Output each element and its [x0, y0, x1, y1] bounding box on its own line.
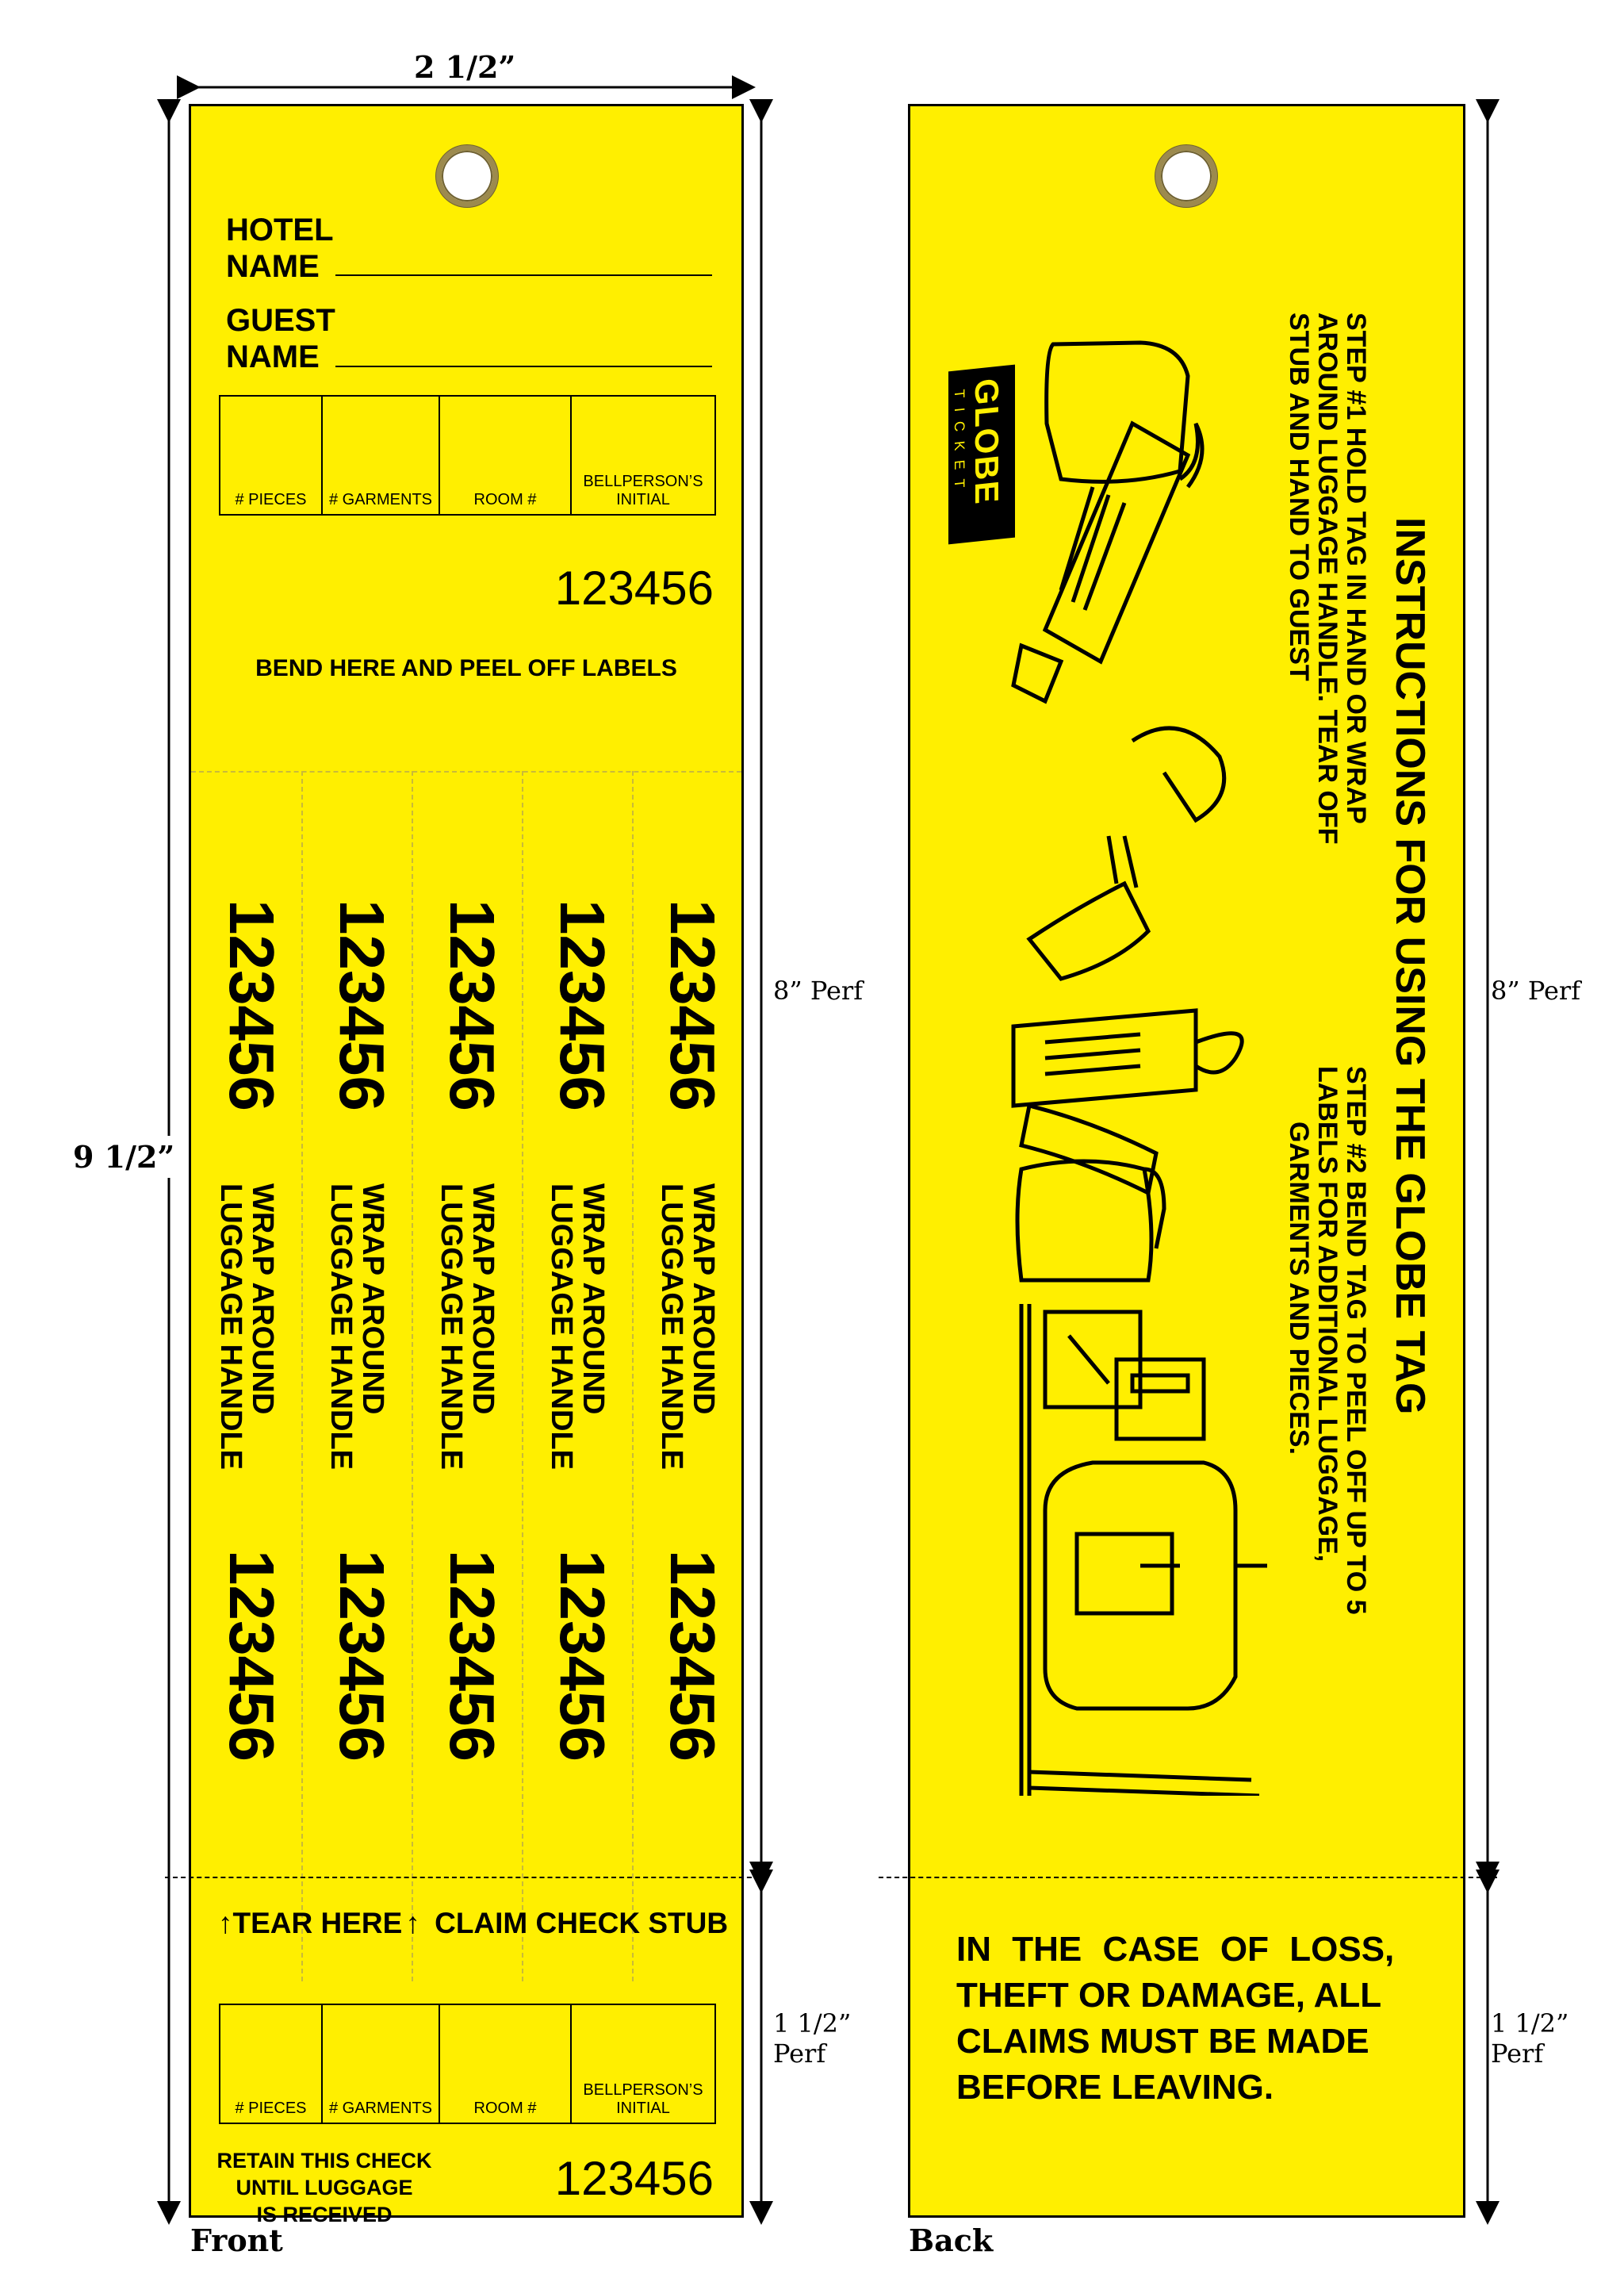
- claims-line-2: THEFT OR DAMAGE, ALL: [956, 1976, 1382, 2015]
- label-3-number-top: 123456: [437, 899, 508, 1111]
- front-perf-label: 8” Perf: [773, 976, 864, 1006]
- room-label: ROOM #: [473, 491, 537, 508]
- claims-line-3: CLAIMS MUST BE MADE: [956, 2022, 1369, 2061]
- garments-label: # GARMENTS: [328, 491, 433, 508]
- label-4-number-bottom: 123456: [547, 1550, 618, 1762]
- tear-here-row: [218, 1907, 728, 1940]
- claim-check-label: CLAIM CHECK STUB: [435, 1907, 729, 1939]
- retain-notice: [205, 2147, 443, 2228]
- label-5-number-bottom: 123456: [657, 1550, 728, 1762]
- label-perforation-2: [412, 771, 413, 1981]
- guest-name-field[interactable]: [335, 366, 712, 367]
- stub-ticket-number: 123456: [554, 2152, 714, 2205]
- back-bottom-perf-size: 1 1/2”: [1491, 2008, 1569, 2038]
- front-tag: [189, 104, 744, 2226]
- step-1-line-2: AROUND LUGGAGE HANDLE. TEAR OFF: [1312, 313, 1342, 845]
- grommet-hole: [436, 145, 498, 207]
- label-2-text-line-1: WRAP AROUND: [356, 1183, 389, 1415]
- hotel-label-line-2: NAME: [226, 249, 320, 284]
- label-2-text-line-2: LUGGAGE HANDLE: [324, 1183, 358, 1470]
- height-dimension-label: 9 1/2”: [73, 1136, 174, 1178]
- stub-bellperson-cell[interactable]: [572, 2005, 714, 2123]
- arrow-up-icon: ↑: [405, 1907, 420, 1939]
- pieces-label: # PIECES: [235, 491, 307, 508]
- claims-line-4: BEFORE LEAVING.: [956, 2068, 1274, 2107]
- label-2-wrap-text: [325, 1183, 389, 1470]
- front-bottom-perf-size: 1 1/2”: [773, 2008, 852, 2038]
- stub-garments-label: # GARMENTS: [328, 2100, 433, 2117]
- label-2-number-bottom: 123456: [327, 1550, 397, 1762]
- front-bottom-perf-label: [773, 2008, 851, 2069]
- step-1-line-3: STUB AND HAND TO GUEST: [1284, 313, 1314, 681]
- tear-here-label: TEAR HERE: [232, 1907, 403, 1939]
- label-2-number-top: 123456: [327, 899, 397, 1111]
- logo-ticket-text: TICKET: [952, 388, 967, 499]
- garments-cell[interactable]: [323, 397, 440, 514]
- label-perforation-4: [632, 771, 634, 1981]
- stub-pieces-cell[interactable]: [220, 2005, 323, 2123]
- label-1-text-line-1: WRAP AROUND: [246, 1183, 279, 1415]
- luggage-illustration: [998, 328, 1331, 1796]
- label-5-wrap-text: [656, 1183, 719, 1470]
- back-bottom-perf-word: Perf: [1491, 2038, 1544, 2069]
- label-4-text-line-2: LUGGAGE HANDLE: [545, 1183, 578, 1470]
- hotel-name-field[interactable]: [335, 274, 712, 276]
- stub-room-cell[interactable]: [440, 2005, 572, 2123]
- claims-line-1: IN THE CASE OF LOSS,: [956, 1930, 1395, 1969]
- back-perf-label: 8” Perf: [1491, 976, 1581, 1006]
- label-5-text-line-2: LUGGAGE HANDLE: [655, 1183, 688, 1470]
- logo-globe-text: GLOBE: [968, 376, 1005, 508]
- front-caption: Front: [190, 2222, 283, 2258]
- label-perforation-1: [301, 771, 303, 1981]
- retain-line-2: UNTIL LUGGAGE: [236, 2176, 413, 2199]
- label-1-wrap-text: [215, 1183, 278, 1470]
- label-4-number-top: 123456: [547, 899, 618, 1111]
- hotel-label-line-1: HOTEL: [226, 213, 334, 247]
- guest-label-line-1: GUEST: [226, 303, 335, 338]
- labels-top-edge: [191, 771, 741, 773]
- step-2-line-1: STEP #2 BEND TAG TO PEEL OFF UP TO 5: [1341, 1066, 1371, 1615]
- hotel-name-label: [226, 212, 334, 285]
- stub-room-label: ROOM #: [473, 2100, 537, 2117]
- label-1-number-bottom: 123456: [216, 1550, 287, 1762]
- instructions-title: INSTRUCTIONS FOR USING THE GLOBE TAG: [1387, 517, 1433, 1415]
- label-3-text-line-2: LUGGAGE HANDLE: [435, 1183, 468, 1470]
- arrow-up-icon: ↑: [218, 1907, 233, 1939]
- width-dimension-label: 2 1/2”: [414, 49, 516, 85]
- back-tag: [908, 104, 1465, 2218]
- ticket-number: 123456: [554, 562, 714, 615]
- bend-instruction: BEND HERE AND PEEL OFF LABELS: [255, 655, 677, 681]
- stub-garments-cell[interactable]: [323, 2005, 440, 2123]
- pieces-cell[interactable]: [220, 397, 323, 514]
- step-2-line-3: GARMENTS AND PIECES.: [1284, 1122, 1314, 1455]
- bellperson-label: BELLPERSON’S INITIAL: [583, 473, 703, 508]
- back-perforation-line: [879, 1877, 1497, 1878]
- retain-line-3: IS RECEIVED: [256, 2203, 393, 2226]
- front-perforation-line: [165, 1877, 768, 1878]
- bellperson-cell[interactable]: [572, 397, 714, 514]
- retain-line-1: RETAIN THIS CHECK: [216, 2149, 432, 2173]
- label-4-text-line-1: WRAP AROUND: [576, 1183, 610, 1415]
- stub-info-grid: [219, 2004, 716, 2124]
- claims-notice: [956, 1927, 1394, 2111]
- label-3-text-line-1: WRAP AROUND: [466, 1183, 500, 1415]
- label-1-text-line-2: LUGGAGE HANDLE: [214, 1183, 247, 1470]
- front-bottom-perf-word: Perf: [773, 2038, 826, 2069]
- back-bottom-perf-label: [1491, 2008, 1568, 2069]
- stub-bellperson-label: BELLPERSON’S INITIAL: [583, 2081, 703, 2117]
- room-cell[interactable]: [440, 397, 572, 514]
- step-2-line-2: LABELS FOR ADDITIONAL LUGGAGE,: [1312, 1066, 1342, 1563]
- label-4-wrap-text: [546, 1183, 609, 1470]
- label-perforation-3: [522, 771, 523, 1981]
- guest-label-line-2: NAME: [226, 339, 320, 374]
- step-1-line-1: STEP #1 HOLD TAG IN HAND OR WRAP: [1341, 313, 1371, 824]
- label-5-number-top: 123456: [657, 899, 728, 1111]
- label-3-wrap-text: [435, 1183, 499, 1470]
- label-3-number-bottom: 123456: [437, 1550, 508, 1762]
- stub-pieces-label: # PIECES: [235, 2100, 307, 2117]
- grommet-hole: [1155, 145, 1217, 207]
- label-1-number-top: 123456: [216, 899, 287, 1111]
- guest-name-label: [226, 302, 335, 375]
- info-grid: [219, 395, 716, 516]
- label-5-text-line-1: WRAP AROUND: [687, 1183, 720, 1415]
- back-caption: Back: [909, 2222, 994, 2258]
